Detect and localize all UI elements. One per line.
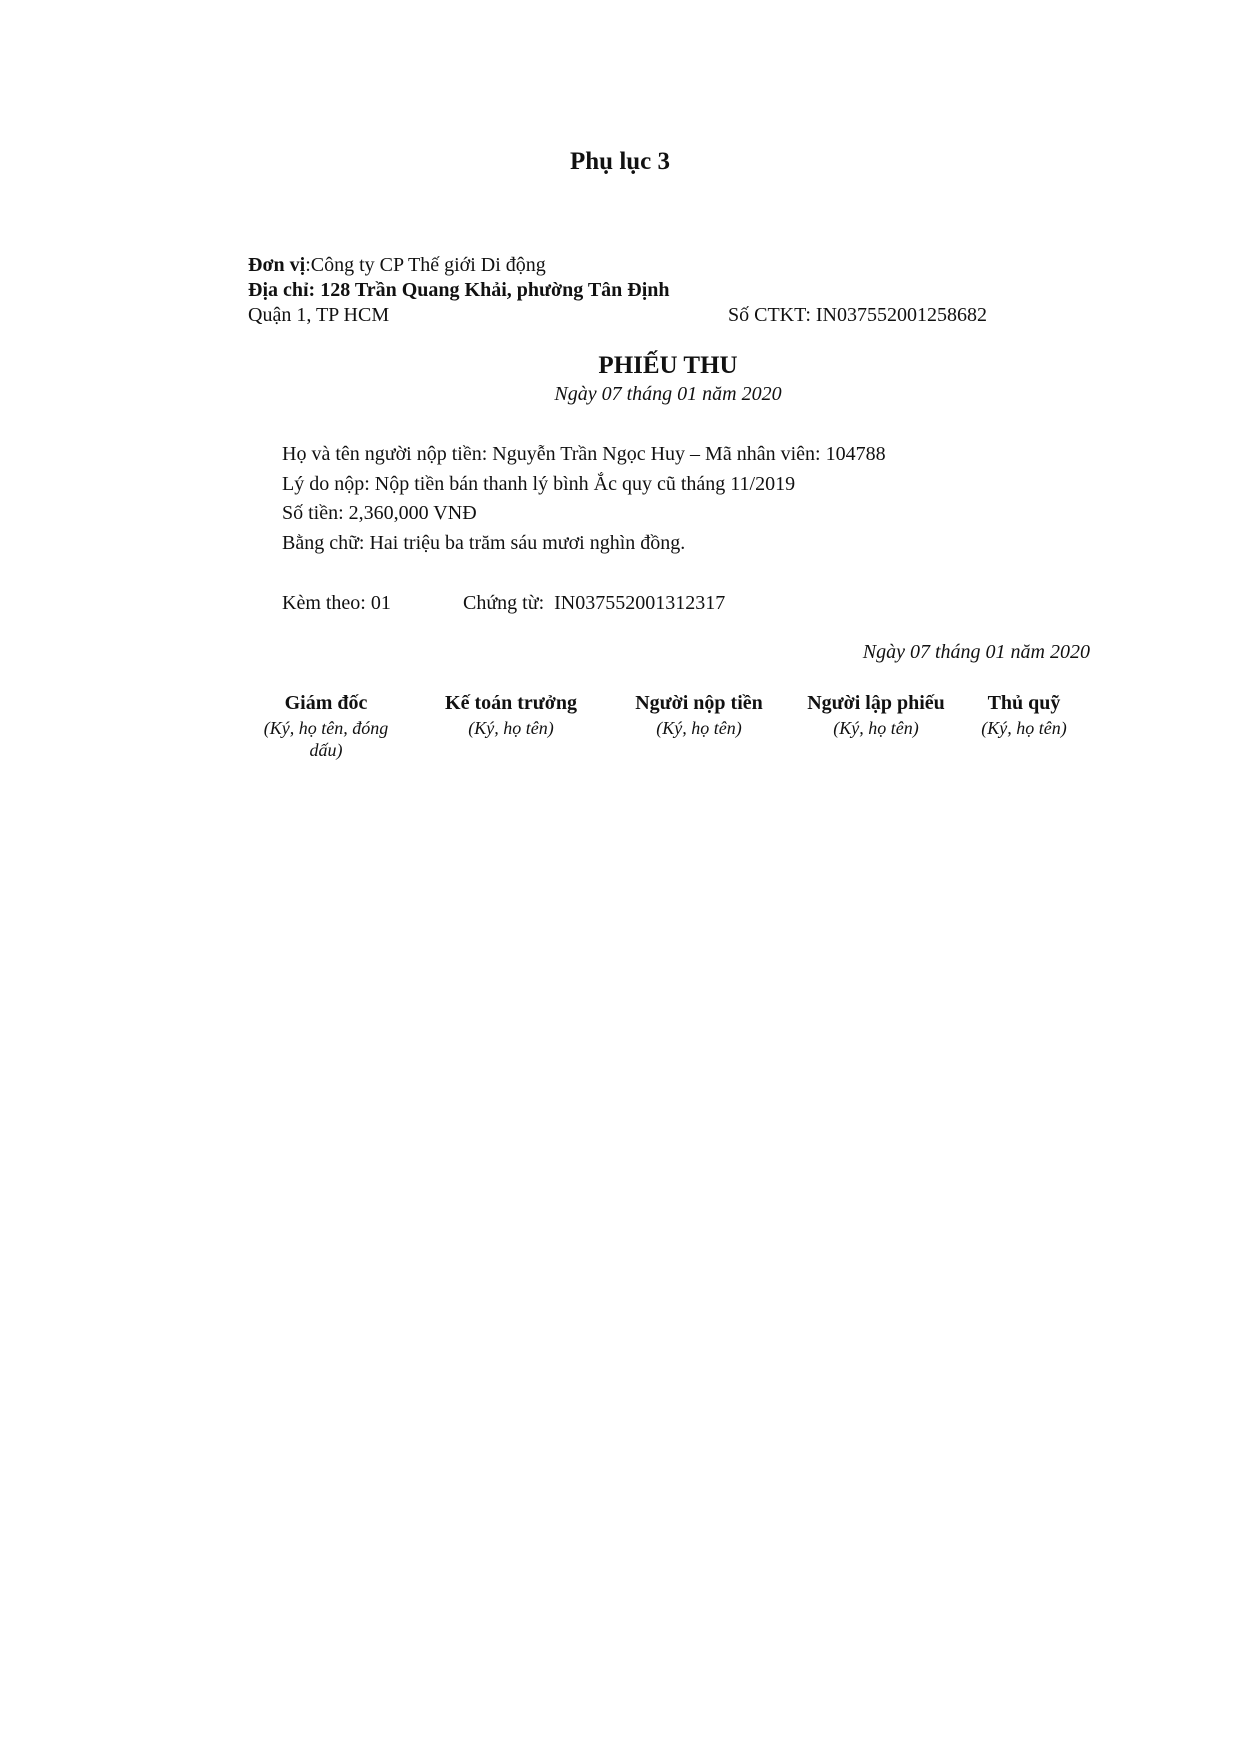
district-line: Quận 1, TP HCM — [248, 304, 390, 326]
document-number: Số CTKT: IN037552001258682 — [728, 304, 988, 326]
signature-note: (Ký, họ tên) — [981, 718, 1067, 738]
signature-block-chief-accountant — [420, 692, 602, 739]
signature-role: Kế toán trưởng — [445, 692, 577, 714]
signature-block-payer — [614, 692, 784, 739]
receipt-date: Ngày 07 tháng 01 năm 2020 — [554, 383, 782, 405]
unit-value: :Công ty CP Thế giới Di động — [305, 254, 546, 276]
voucher-number: Chứng từ: IN037552001312317 — [463, 592, 726, 614]
signature-note: (Ký, họ tên, đóng dấu) — [263, 718, 389, 760]
receipt-title: PHIẾU THU — [598, 352, 738, 379]
signature-block-cashier — [962, 692, 1086, 739]
amount-in-words-line: Bằng chữ: Hai triệu ba trăm sáu mươi nghìn đồng. — [282, 532, 686, 554]
signature-role: Giám đốc — [284, 692, 368, 714]
payer-line: Họ và tên người nộp tiền: Nguyễn Trần Ngọc Huy – Mã nhân viên: 104788 — [282, 443, 886, 465]
reason-line: Lý do nộp: Nộp tiền bán thanh lý bình Ắc quy cũ tháng 11/2019 — [282, 473, 796, 495]
signature-note: (Ký, họ tên) — [656, 718, 742, 738]
signature-block-preparer — [790, 692, 962, 739]
address-line: Địa chỉ: 128 Trần Quang Khải, phường Tân Định — [248, 279, 670, 301]
signature-note: (Ký, họ tên) — [468, 718, 554, 738]
unit-label: Đơn vị — [248, 254, 306, 276]
appendix-title: Phụ lục 3 — [569, 148, 671, 175]
signature-note: (Ký, họ tên) — [833, 718, 919, 738]
signature-role: Thủ quỹ — [987, 692, 1061, 714]
unit-line — [248, 254, 546, 277]
signature-block-director — [246, 692, 406, 761]
attached-count: Kèm theo: 01 — [282, 592, 391, 614]
amount-line: Số tiền: 2,360,000 VNĐ — [282, 502, 477, 524]
signature-role: Người nộp tiền — [635, 692, 763, 714]
signing-date: Ngày 07 tháng 01 năm 2020 — [862, 641, 1090, 663]
signature-role: Người lập phiếu — [807, 692, 945, 714]
